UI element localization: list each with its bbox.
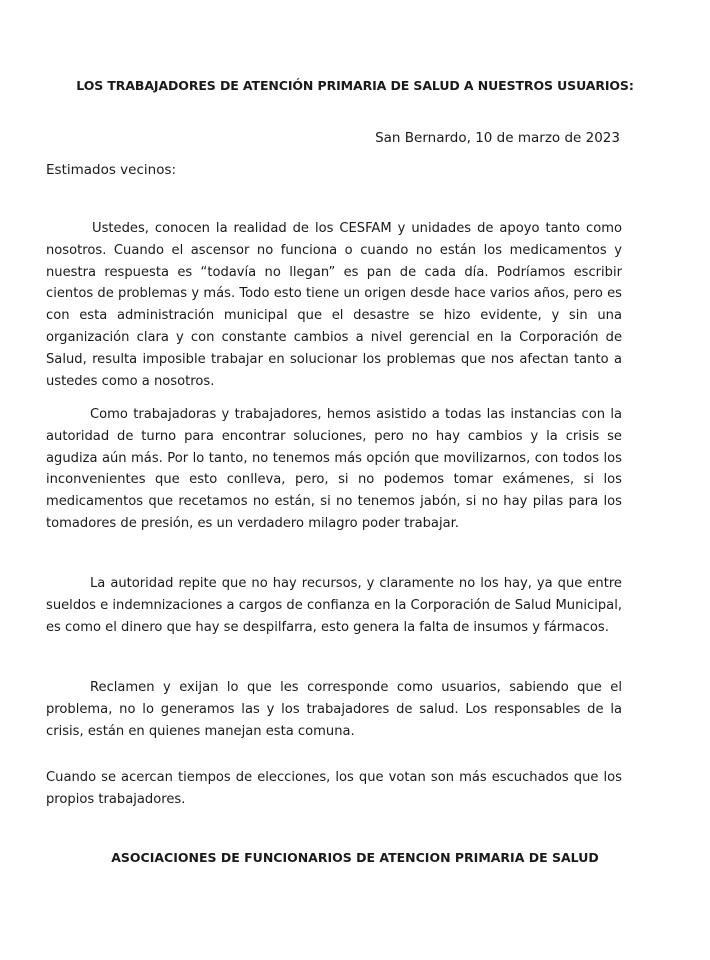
letter-paragraph-4: Reclamen y exijan lo que les corresponde como usuarios, sabiendo que el problema, no lo generamos las y los trabajadores de salud. Los responsables de la crisis, están en quienes manejan esta comuna. — [46, 680, 622, 739]
letter-greeting: Estimados vecinos: — [46, 162, 177, 178]
letter-paragraph-1: Ustedes, conocen la realidad de los CESFAM y unidades de apoyo tanto como nosotros. Cuando el ascensor no funciona o cuando no están los medicamentos y nuestra respuesta es “todavía no llegan” es pan de cada día. Podríamos escribir cientos de problemas y más. Todo esto tiene un origen desde hace varios años, pero es con esta administración municipal que el desastre se hizo evidente, y sin una organización clara y con constante cambios a nivel gerencial en la Corporación de Salud, resulta imposible trabajar en solucionar los problemas que nos afectan tanto a ustedes como a nosotros. — [46, 221, 622, 389]
letter-date: San Bernardo, 10 de marzo de 2023 — [375, 130, 620, 146]
letter-title: LOS TRABAJADORES DE ATENCIÓN PRIMARIA DE SALUD A NUESTROS USUARIOS: — [76, 78, 634, 93]
letter-paragraph-5: Cuando se acercan tiempos de elecciones, los que votan son más escuchados que los propios trabajadores. — [46, 770, 622, 807]
letter-paragraph-3: La autoridad repite que no hay recursos, y claramente no los hay, ya que entre sueldos e indemnizaciones a cargos de confianza en la Corporación de Salud Municipal, es como el dinero que hay se despilfarra, esto genera la falta de insumos y fármacos. — [46, 576, 622, 635]
letter-signature: ASOCIACIONES DE FUNCIONARIOS DE ATENCION PRIMARIA DE SALUD — [111, 850, 599, 865]
letter-paragraph-2: Como trabajadoras y trabajadores, hemos asistido a todas las instancias con la autoridad de turno para encontrar soluciones, pero no hay cambios y la crisis se agudiza aún más. Por lo tanto, no tenemos más opción que movilizarnos, con todos los inconvenientes que esto conlleva, pero, si no podemos tomar exámenes, si los medicamentos que recetamos no están, si no tenemos jabón, si no hay pilas para los tomadores de presión, es un verdadero milagro poder trabajar. — [46, 407, 622, 531]
